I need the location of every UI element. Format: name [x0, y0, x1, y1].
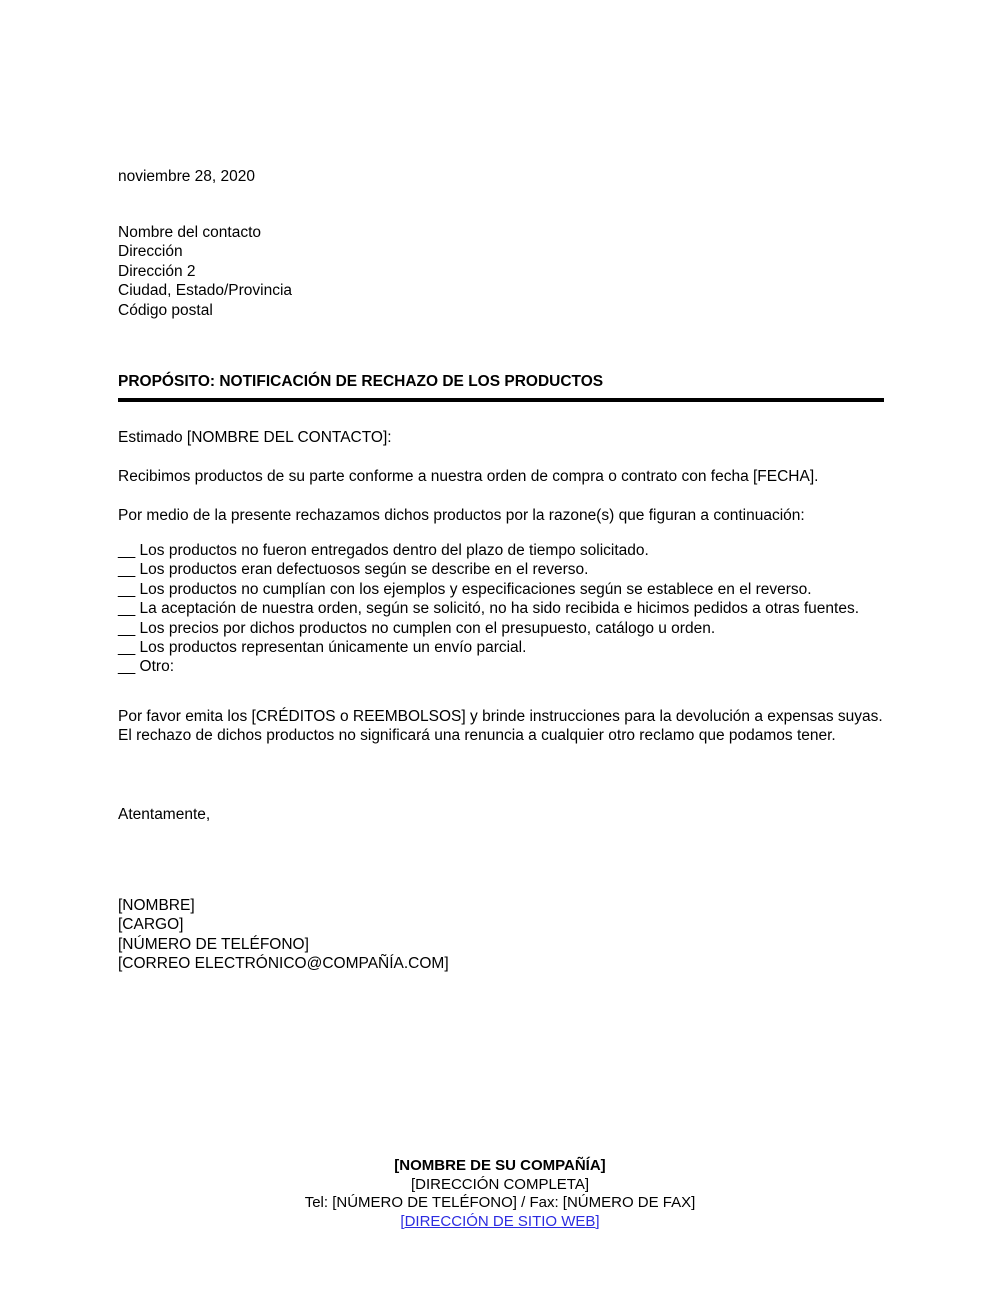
title-rule — [118, 398, 884, 402]
footer-company-name: [NOMBRE DE SU COMPAÑÍA] — [394, 1157, 606, 1174]
body-paragraph-2: Por medio de la presente rechazamos dichos productos por la razone(s) que figuran a continuación: — [118, 507, 805, 524]
recipient-line: Dirección — [118, 243, 183, 261]
footer-phone-fax: Tel: [NÚMERO DE TELÉFONO] / Fax: [NÚMERO DE FAX] — [304, 1194, 696, 1211]
signature-line: [CARGO] — [118, 916, 184, 934]
footer-company-address: [DIRECCIÓN COMPLETA] — [410, 1175, 590, 1193]
body-paragraph-3: Por favor emita los [CRÉDITOS o REEMBOLSOS] y brinde instrucciones para la devolución a expensas suyas. El rechazo de dichos productos no significará una renuncia a cualquier otro reclamo que podamos tener. — [118, 708, 883, 745]
subject-title: PROPÓSITO: NOTIFICACIÓN DE RECHAZO DE LOS PRODUCTOS — [118, 373, 604, 390]
recipient-line: Nombre del contacto — [118, 224, 262, 241]
checklist-item: __ Los productos no cumplían con los ejemplos y especificaciones según se establece en el reverso. — [118, 580, 812, 598]
checklist-item: __ Los precios por dichos productos no cumplen con el presupuesto, catálogo u orden. — [118, 619, 716, 637]
signature-line: [NÚMERO DE TELÉFONO] — [118, 935, 309, 953]
signature-block — [118, 896, 884, 974]
checklist-item: __ La aceptación de nuestra orden, según se solicitó, no ha sido recibida e hicimos pedidos a otras fuentes. — [118, 600, 860, 618]
company-footer — [0, 1157, 1000, 1231]
checklist-item: __ Los productos eran defectuosos según se describe en el reverso. — [118, 561, 589, 579]
signature-line: [CORREO ELECTRÓNICO@COMPAÑÍA.COM] — [118, 955, 449, 973]
closing: Atentamente, — [118, 806, 211, 823]
recipient-line: Dirección 2 — [118, 262, 196, 280]
rejection-reason-checklist — [118, 541, 884, 677]
letter-date: noviembre 28, 2020 — [118, 168, 256, 185]
recipient-line: Ciudad, Estado/Provincia — [118, 282, 293, 300]
salutation: Estimado [NOMBRE DEL CONTACTO]: — [118, 429, 392, 446]
recipient-address-block — [118, 223, 884, 320]
signature-line: [NOMBRE] — [118, 897, 195, 914]
checklist-item: __ Los productos representan únicamente un envío parcial. — [118, 639, 527, 657]
body-paragraph-1: Recibimos productos de su parte conforme a nuestra orden de compra o contrato con fecha [FECHA]. — [118, 468, 819, 485]
recipient-line: Código postal — [118, 301, 213, 319]
footer-website-link[interactable]: [DIRECCIÓN DE SITIO WEB] — [400, 1212, 600, 1230]
checklist-item: __ Otro: — [118, 658, 174, 676]
checklist-item: __ Los productos no fueron entregados dentro del plazo de tiempo solicitado. — [118, 542, 649, 559]
